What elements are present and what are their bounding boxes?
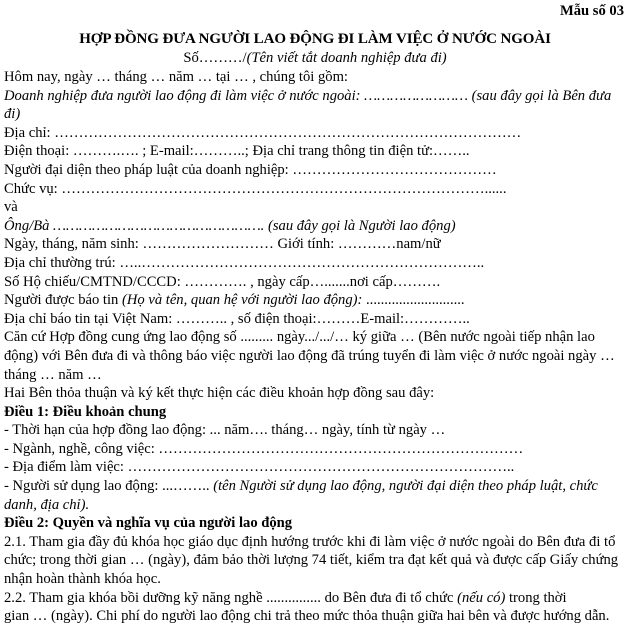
notify-blank: ........................... bbox=[366, 292, 465, 309]
notify-label: Người được báo tin bbox=[4, 292, 122, 309]
article1-location: - Địa điểm làm việc: …………………………………………………………………….. bbox=[4, 459, 515, 476]
passport-line: Số Hộ chiếu/CMTND/CCCD: …………. , ngày cấp….......nơi cấp………. bbox=[4, 273, 441, 290]
notify-note: (Họ và tên, quan hệ với người lao động): bbox=[122, 292, 367, 309]
permanent-address-line: Địa chỉ thường trú: …..…………………………………………………………….. bbox=[4, 254, 485, 271]
contract-number-line bbox=[0, 49, 630, 68]
item2-text: 2.2. Tham gia khóa bồi dưỡng kỹ năng nghề ............... do Bên đưa đi tổ chức bbox=[4, 589, 458, 606]
article2-item1: 2.1. Tham gia đầy đủ khóa học giáo dục định hướng trước khi đi làm việc ở nước ngoài do Bên đưa đi tổ chức; trong thời gian … (ngày), đảm bảo thời lượng 74 tiết, kiểm tra đạt kết quả và được cấp Giấy chứng nhận hoàn thành khóa học. bbox=[4, 533, 619, 588]
and-line: và bbox=[4, 199, 18, 216]
notify-line bbox=[4, 291, 624, 310]
agreement-line: Hai Bên thỏa thuận và ký kết thực hiện các điều khoản hợp đồng sau đây: bbox=[4, 385, 435, 402]
enterprise-line: Doanh nghiệp đưa người lao động đi làm việc ở nước ngoài: …………………… (sau đây gọi là Bên đưa đi) bbox=[4, 87, 612, 123]
intro-line: Hôm nay, ngày … tháng … năm … tại … , chúng tôi gồm: bbox=[4, 69, 348, 85]
position-line: Chức vụ: ……………………………………………………………………………...... bbox=[4, 180, 507, 197]
article2-item2-continued: gian … (ngày). Chi phí do người lao động chi trả theo mức thỏa thuận giữa hai bên và được hướng dẫn. bbox=[4, 608, 610, 625]
article1-heading: Điều 1: Điều khoản chung bbox=[4, 403, 167, 420]
item2-note: (nếu có) bbox=[457, 589, 506, 606]
item2-end: trong thời bbox=[505, 589, 567, 606]
address-line: Địa chỉ: …………………………………………………………………………………… bbox=[4, 124, 522, 141]
dob-line bbox=[4, 235, 624, 254]
form-number: Mẫu số 03 bbox=[559, 3, 624, 19]
worker-line bbox=[4, 217, 624, 236]
article2-item2 bbox=[4, 589, 624, 608]
article1-employer bbox=[4, 477, 624, 514]
article1-term: - Thời hạn của hợp đồng lao động: ... năm…. tháng… ngày, tính từ ngày … bbox=[4, 422, 446, 439]
vn-address-line: Địa chỉ báo tin tại Việt Nam: ……….. , số điện thoại:………E-mail:………….. bbox=[4, 310, 470, 327]
basis-paragraph: Căn cứ Hợp đồng cung ứng lao động số ......... ngày.../.../… ký giữa … (Bên nước ngoài tiếp nhận lao động) với Bên đưa đi và thông báo việc người lao động đã trúng tuyển đi làm việc ở nước ngoài ngày … tháng … năm … bbox=[4, 329, 615, 383]
dob-field: Ngày, tháng, năm sinh: ……………………… bbox=[4, 236, 278, 253]
contract-title: HỢP ĐỒNG ĐƯA NGƯỜI LAO ĐỘNG ĐI LÀM VIỆC Ở NƯỚC NGOÀI bbox=[79, 31, 551, 47]
employer-label: - Người sử dụng lao động: ...…….. bbox=[4, 478, 214, 495]
contract-number-note: (Tên viết tắt doanh nghiệp đưa đi) bbox=[246, 50, 447, 66]
article1-occupation: - Ngành, nghề, công việc: ………………………………………………………………… bbox=[4, 440, 524, 457]
contract-body bbox=[4, 68, 624, 626]
contract-number-prefix: Số………/ bbox=[183, 50, 247, 66]
legal-rep-line: Người đại diện theo pháp luật của doanh nghiệp: …………………………………… bbox=[4, 161, 497, 178]
worker-note: (sau đây gọi là Người lao động) bbox=[264, 217, 456, 234]
gender-field: Giới tính: …………nam/nữ bbox=[277, 236, 441, 253]
employer-note: (tên Người sử dụng lao động, người đại diện theo pháp luật, chức danh, địa chỉ). bbox=[4, 478, 598, 513]
worker-name: Ông/Bà …………………………………………. bbox=[4, 217, 265, 234]
article2-heading: Điều 2: Quyền và nghĩa vụ của người lao động bbox=[4, 515, 293, 532]
phone-line: Điện thoại: ……….…. ; E-mail:………..; Địa chỉ trang thông tin điện tử:…….. bbox=[4, 143, 470, 160]
